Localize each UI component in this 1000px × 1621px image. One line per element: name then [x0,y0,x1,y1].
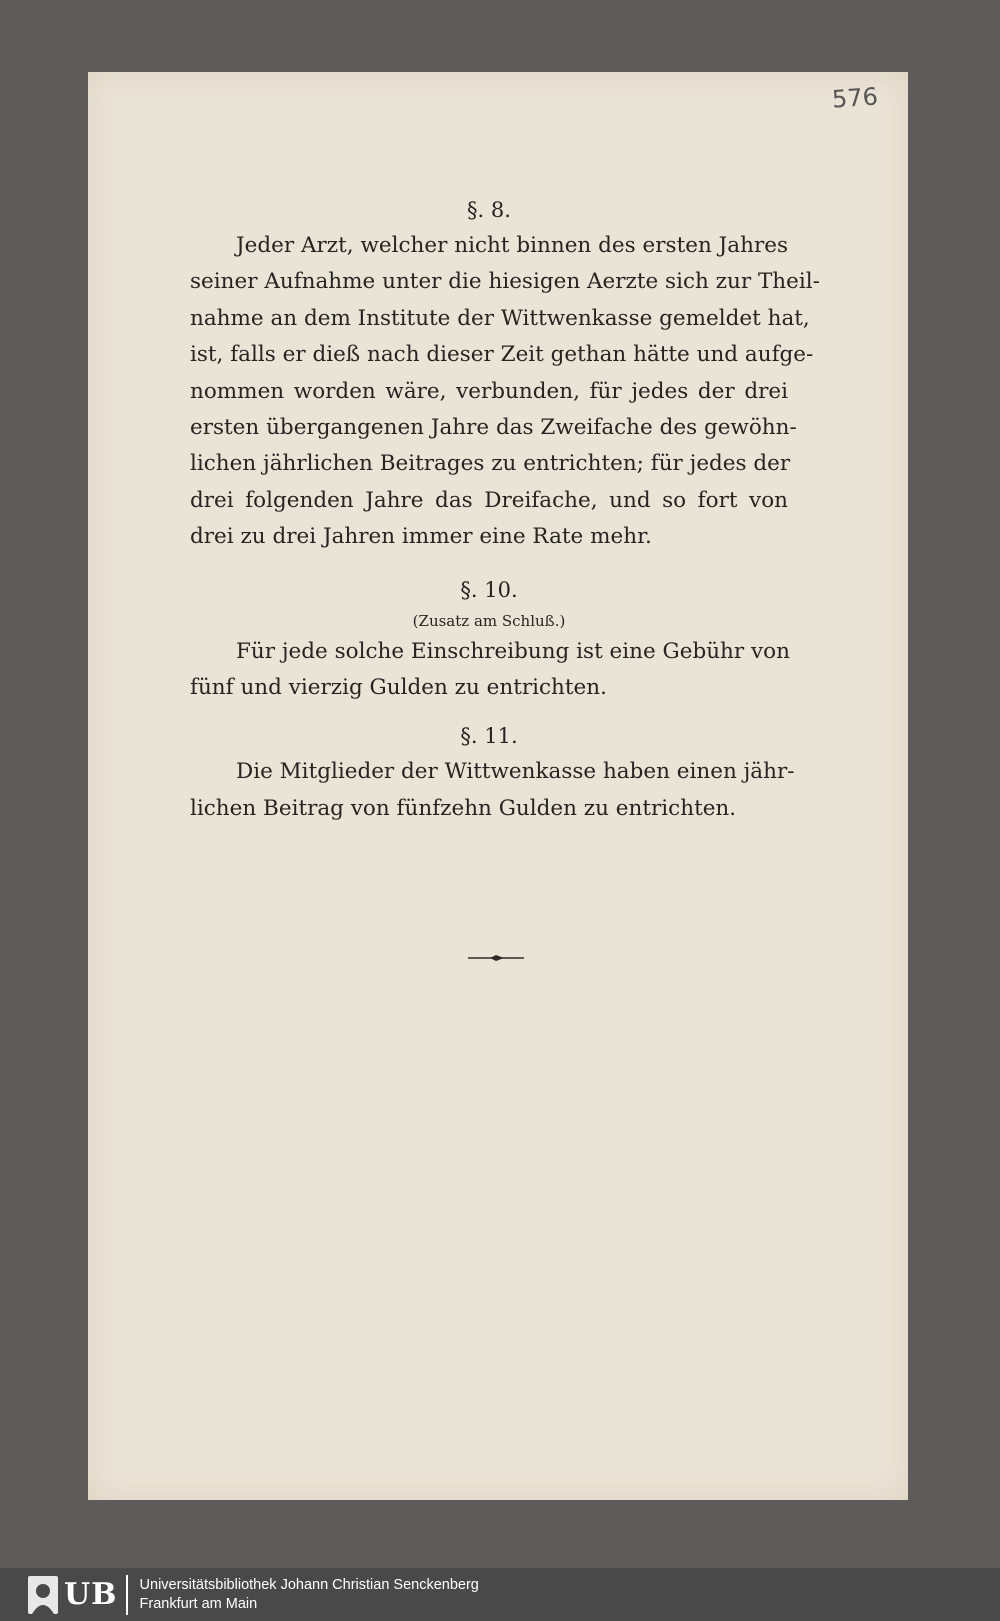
section-11-paragraph [190,754,795,827]
text-line: lichen Beitrag von fünfzehn Gulden zu entrichten. [190,795,737,821]
text-line: drei folgenden Jahre das Dreifache, und so fort von [190,487,788,513]
logo-divider [126,1575,128,1615]
text-line: seiner Aufnahme unter die hiesigen Aerzte sich zur Theil- [190,269,820,295]
text-line: lichen jährlichen Beitrages zu entrichten; für jedes der [190,451,791,477]
section-8-title: §. 8. [467,198,511,222]
library-logo [28,1575,128,1615]
section-11-title: §. 11. [460,724,518,749]
library-name-line1: Universitätsbibliothek Johann Christian Senckenberg [139,1576,479,1593]
text-line: nahme an dem Institute der Wittwenkasse gemeldet hat, [190,305,810,331]
document-body [190,192,820,827]
end-ornament [468,952,524,964]
section-8-paragraph [190,228,820,556]
text-line: ist, falls er dieß nach dieser Zeit gethan hätte und aufge- [190,342,814,368]
portrait-icon [28,1576,58,1614]
section-10-paragraph [190,634,788,707]
text-line: nommen worden wäre, verbunden, für jedes der drei [190,378,788,404]
library-footer [0,1568,1000,1621]
section-10-title: §. 10. [460,577,518,602]
folio-number: 576 [831,82,879,114]
text-line: Für jede solche Einschreibung ist eine Gebühr von [236,638,790,664]
section-10-note: (Zusatz am Schluß.) [412,611,566,630]
library-name [140,1576,479,1614]
text-line: Die Mitglieder der Wittwenkasse haben einen jähr- [236,759,795,785]
library-name-line2: Frankfurt am Main [139,1595,258,1612]
text-line: ersten übergangenen Jahre das Zweifache des gewöhn- [190,415,797,441]
text-line: Jeder Arzt, welcher nicht binnen des ersten Jahres [236,233,788,258]
ub-logo-text: UB [64,1577,118,1612]
text-line: fünf und vierzig Gulden zu entrichten. [190,675,607,701]
document-page [88,72,908,1500]
text-line: drei zu drei Jahren immer eine Rate mehr. [190,524,652,550]
